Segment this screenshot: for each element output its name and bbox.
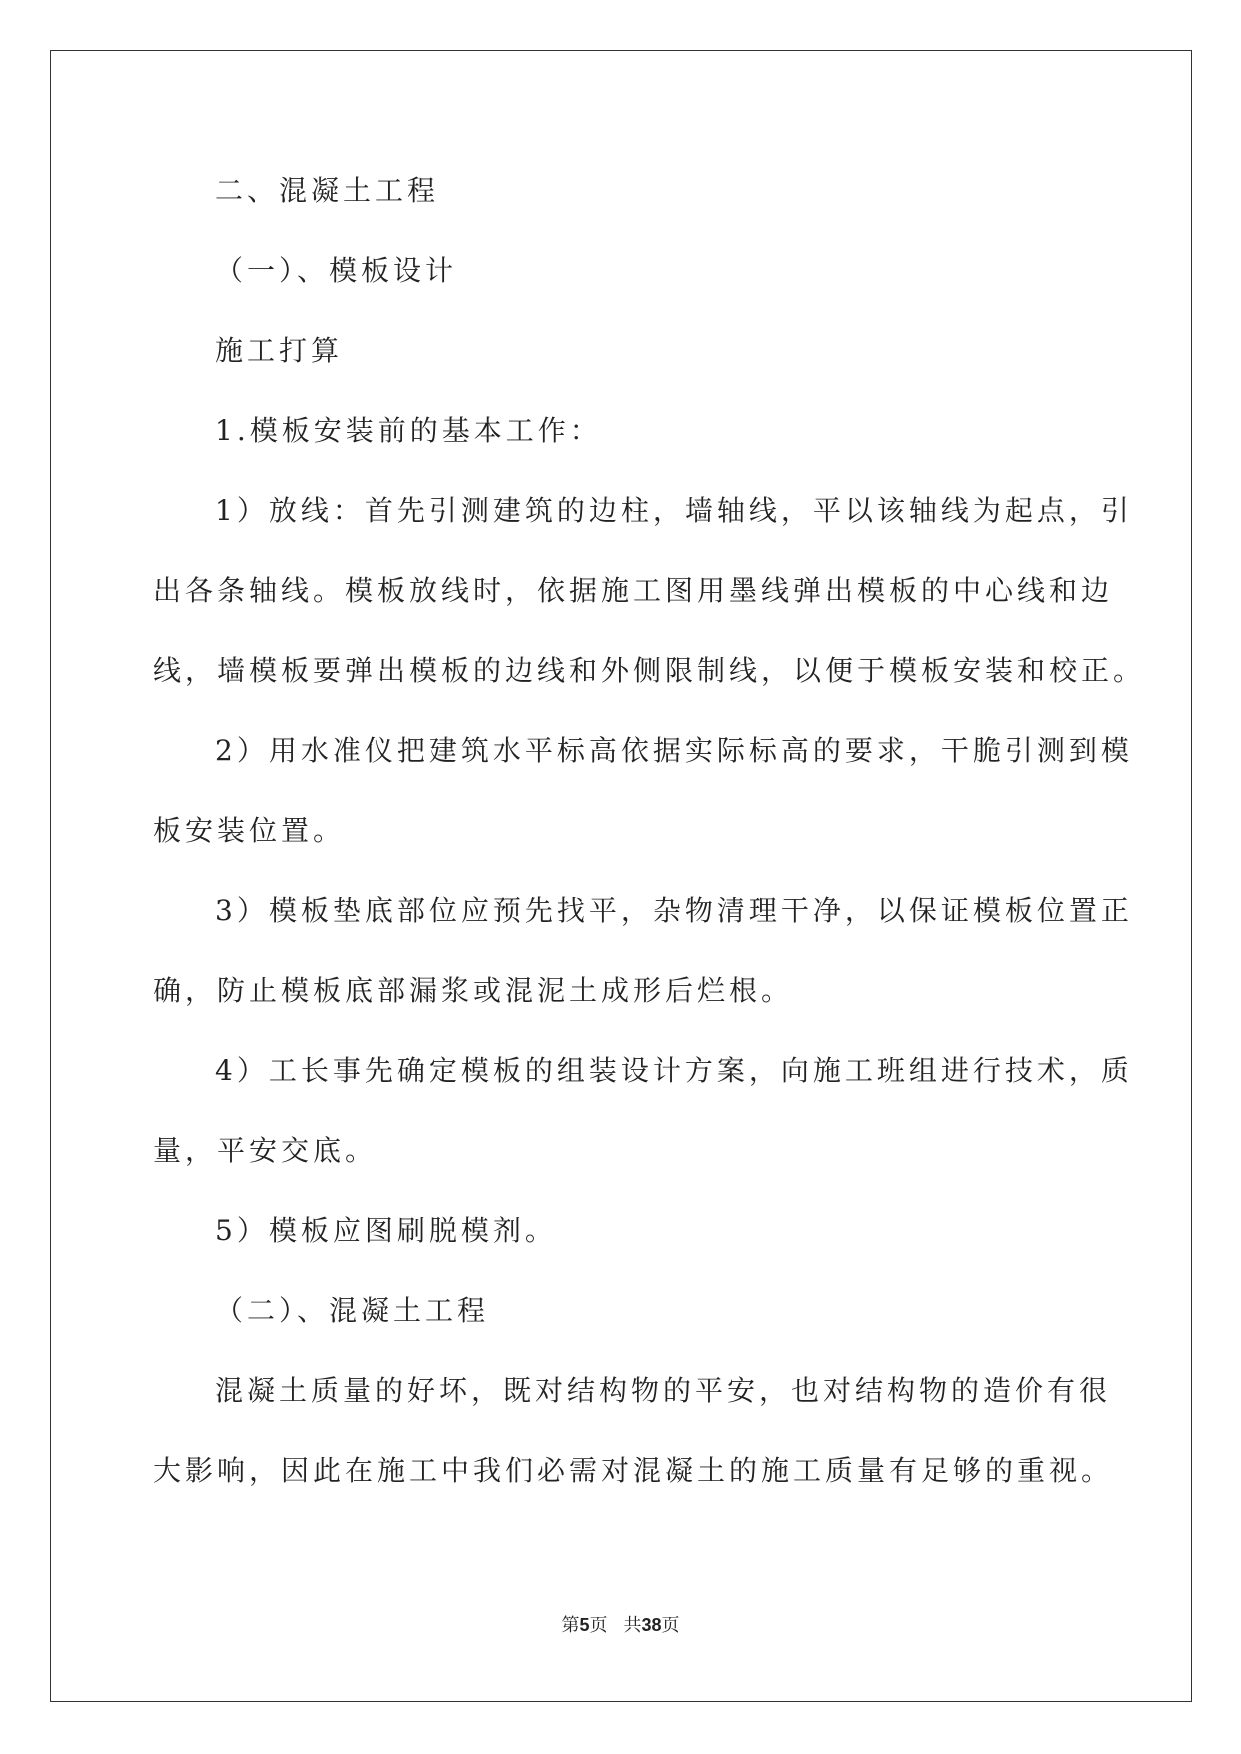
total-prefix: 共 [623, 1615, 642, 1636]
total-suffix: 页 [661, 1615, 680, 1636]
paragraph-line: 大影响，因此在施工中我们必需对混凝土的施工质量有足够的重视。 [153, 1454, 1114, 1487]
paragraph-line: 混凝土质量的好坏，既对结构物的平安，也对结构物的造价有很 [215, 1374, 1112, 1407]
page-number: 5 [579, 1615, 590, 1635]
paragraph-line: 出各条轴线。模板放线时，依据施工图用墨线弹出模板的中心线和边 [153, 574, 1114, 607]
paragraph-line: 板安装位置。 [153, 814, 346, 847]
paragraph-line: 1）放线：首先引测建筑的边柱，墙轴线，平以该轴线为起点，引 [215, 494, 1133, 527]
total-pages: 38 [641, 1615, 662, 1635]
page-prefix: 第 [561, 1615, 580, 1636]
paragraph-line: 1.模板安装前的基本工作： [215, 414, 602, 447]
paragraph-line: 4）工长事先确定模板的组装设计方案，向施工班组进行技术，质 [215, 1054, 1133, 1087]
section-heading: 二、混凝土工程 [215, 174, 440, 207]
paragraph-line: 5）模板应图刷脱模剂。 [215, 1214, 557, 1247]
paragraph-line: 量，平安交底。 [153, 1134, 378, 1167]
paragraph-line: 施工打算 [215, 334, 344, 367]
paragraph-line: 确，防止模板底部漏浆或混泥土成形后烂根。 [153, 974, 794, 1007]
paragraph-line: 线，墙模板要弹出模板的边线和外侧限制线，以便于模板安装和校正。 [153, 654, 1146, 687]
page-footer [0, 1611, 1241, 1637]
page-suffix: 页 [589, 1615, 608, 1636]
subsection-heading: （二）、混凝土工程 [215, 1294, 490, 1327]
subsection-heading: （一）、模板设计 [215, 254, 458, 287]
paragraph-line: 3）模板垫底部位应预先找平，杂物清理干净，以保证模板位置正 [215, 894, 1133, 927]
paragraph-line: 2）用水准仪把建筑水平标高依据实际标高的要求，干脆引测到模 [215, 734, 1133, 767]
